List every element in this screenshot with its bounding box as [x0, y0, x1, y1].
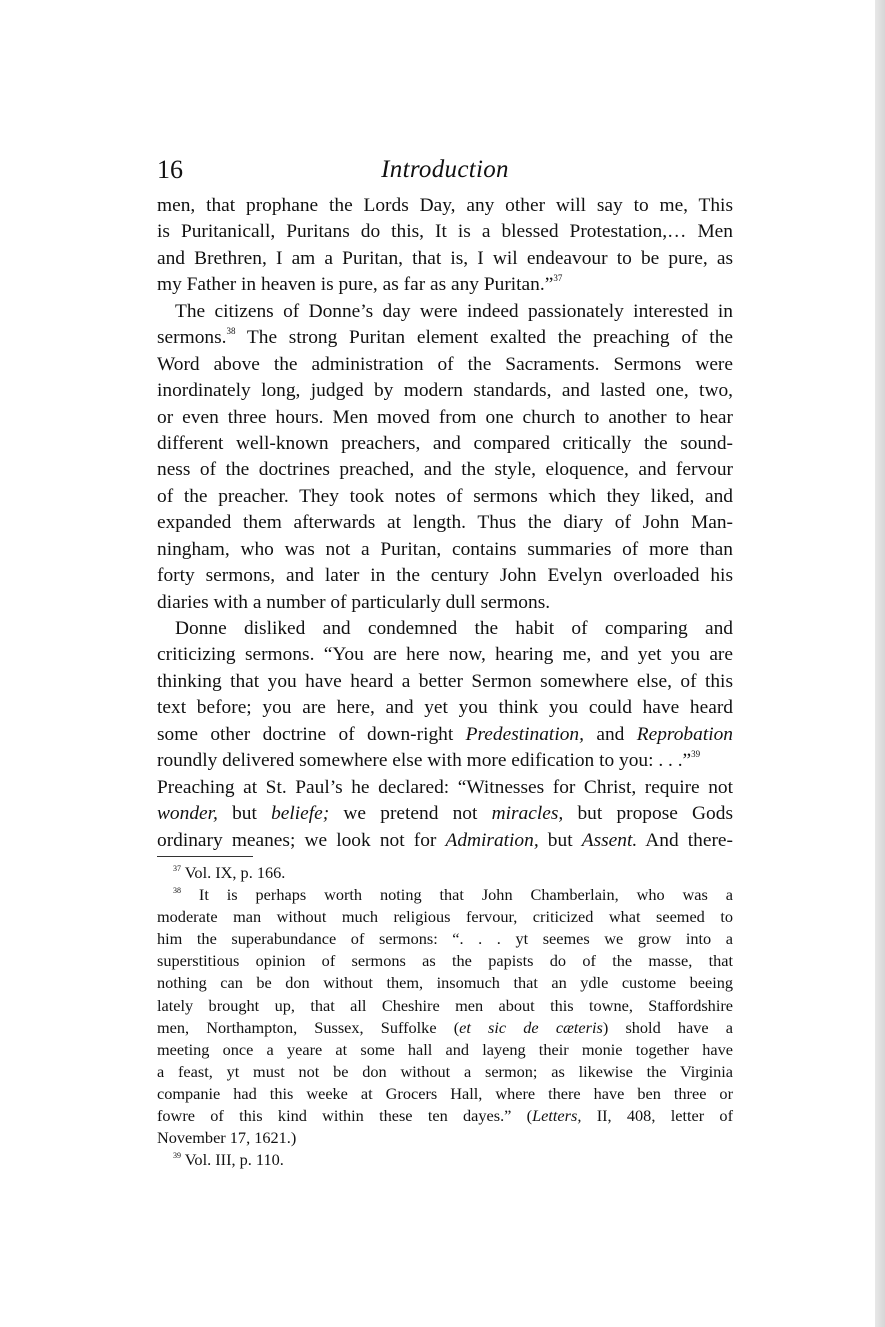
italic-text: Predestination,: [465, 723, 584, 745]
footnote-line: [157, 995, 733, 1017]
footnote-line: [157, 972, 733, 994]
text-run: men, Northampton, Sussex, Suffolke (: [157, 1017, 460, 1037]
text-line: [157, 325, 733, 351]
text-line: [157, 352, 733, 378]
text-line: [157, 590, 733, 616]
footnote-line: [157, 884, 733, 906]
text-run: Word above the administration of the Sacraments. Sermons were: [157, 353, 733, 375]
text-line: [157, 431, 733, 457]
text-line: [157, 775, 733, 801]
footnote-line: [157, 1127, 733, 1149]
text-run: And there-: [637, 829, 733, 851]
footnote-line: [157, 950, 733, 972]
text-line: [157, 510, 733, 536]
text-run: It is perhaps worth noting that John Chamberlain, who was a: [181, 885, 733, 905]
text-run: The citizens of Donne’s day were indeed passionately interested in: [175, 300, 733, 322]
text-line: [157, 748, 733, 774]
text-run: The strong Puritan element exalted the preaching of the: [235, 327, 733, 349]
text-run: criticizing sermons. “You are here now, hearing me, and yet you are: [157, 644, 733, 666]
footnote-reference: 38: [226, 326, 236, 337]
text-line: [157, 616, 733, 642]
running-head: Introduction: [381, 156, 509, 183]
text-line: [157, 722, 733, 748]
text-line: [157, 695, 733, 721]
text-line: [157, 272, 733, 298]
text-run: companie had this weeke at Grocers Hall, where there have ben three or: [157, 1083, 733, 1103]
text-run: but propose Gods: [563, 803, 733, 825]
italic-text: miracles,: [491, 803, 564, 825]
text-run: or even three hours. Men moved from one church to another to hear: [157, 406, 733, 428]
text-run: nothing can be don without them, insomuch that an ydle custome beeing: [157, 973, 733, 993]
footnote-line: [157, 906, 733, 928]
text-run: Donne disliked and condemned the habit of comparing and: [175, 618, 733, 639]
text-run: a feast, yt must not be don without a sermon; as likewise the Virginia: [157, 1061, 733, 1081]
italic-text: Admiration,: [445, 829, 539, 851]
text-line: [157, 299, 733, 325]
footnote-reference: 37: [553, 273, 563, 284]
text-run: some other doctrine of down-right: [157, 723, 466, 745]
text-run: and: [583, 723, 637, 745]
page-edge-shadow: [875, 0, 885, 1327]
text-run: sermons.: [157, 327, 227, 349]
footnote-line: [157, 1083, 733, 1105]
text-run: text before; you are here, and yet you think you could have heard: [157, 697, 733, 719]
text-run: ness of the doctrines preached, and the style, eloquence, and fervour: [157, 459, 733, 481]
text-run: inordinately long, judged by modern standards, and lasted one, two,: [157, 380, 733, 402]
text-line: [157, 219, 733, 245]
text-line: [157, 193, 733, 219]
text-run: ) shold have a: [602, 1017, 734, 1037]
text-line: [157, 563, 733, 589]
text-run: we pretend not: [329, 803, 492, 825]
text-run: meeting once a yeare at some hall and layeng their monie together have: [157, 1039, 733, 1059]
text-line: [157, 828, 733, 854]
text-run: moderate man without much religious fervour, criticized what seemed to: [157, 907, 733, 927]
footnote-line: [157, 1017, 733, 1039]
text-run: roundly delivered somewhere else with more edification to you: . . .”: [157, 750, 692, 772]
text-run: forty sermons, and later in the century John Evelyn overloaded his: [157, 565, 733, 587]
text-run: lately brought up, that all Cheshire men about this towne, Staffordshire: [157, 995, 733, 1015]
text-run: him the superabundance of sermons: “. . . yt seemes we grow into a: [157, 929, 733, 949]
footnote-reference: 38: [173, 886, 181, 896]
page-header: [157, 153, 733, 187]
body-text: [157, 193, 733, 854]
text-run: Preaching at St. Paul’s he declared: “Witnesses for Christ, require not: [157, 776, 733, 798]
italic-text: beliefe;: [271, 803, 330, 825]
text-run: Vol. III, p. 110.: [181, 1150, 284, 1170]
text-run: and Brethren, I am a Puritan, that is, I wil endeavour to be pure, as: [157, 247, 733, 269]
footnote-line: [157, 862, 733, 884]
text-line: [157, 801, 733, 827]
text-run: II, 408, letter of: [581, 1106, 733, 1126]
text-run: different well-known preachers, and compared critically the sound-: [157, 432, 733, 454]
footnote-line: [157, 1149, 733, 1171]
text-line: [157, 537, 733, 563]
text-run: expanded them afterwards at length. Thus the diary of John Man-: [157, 512, 733, 534]
text-run: thinking that you have heard a better Sermon somewhere else, of this: [157, 670, 733, 692]
text-run: my Father in heaven is pure, as far as any Puritan.”: [157, 274, 554, 296]
footnote-line: [157, 1039, 733, 1061]
text-run: diaries with a number of particularly dull sermons.: [157, 591, 551, 613]
text-line: [157, 378, 733, 404]
text-run: of the preacher. They took notes of sermons which they liked, and: [157, 485, 733, 507]
text-run: November 17, 1621.): [157, 1128, 297, 1148]
italic-text: wonder,: [157, 803, 218, 825]
text-run: is Puritanicall, Puritans do this, It is a blessed Protestation,… Men: [157, 221, 733, 243]
text-line: [157, 669, 733, 695]
text-run: fowre of this kind within these ten dayes.” (: [157, 1106, 533, 1126]
italic-text: et sic de cæteris: [459, 1017, 603, 1037]
footnote-rule: [157, 856, 253, 857]
text-line: [157, 642, 733, 668]
italic-text: Letters,: [532, 1106, 582, 1126]
text-run: superstitious opinion of sermons as the papists do of the masse, that: [157, 951, 733, 971]
footnotes: [157, 862, 733, 1171]
text-run: but: [538, 829, 582, 851]
text-run: men, that prophane the Lords Day, any other will say to me, This: [157, 195, 733, 216]
text-line: [157, 457, 733, 483]
page-number: 16: [157, 155, 183, 184]
text-run: but: [217, 803, 272, 825]
footnote-line: [157, 928, 733, 950]
footnote-reference: 39: [173, 1151, 181, 1161]
text-run: ordinary meanes; we look not for: [157, 829, 446, 851]
italic-text: Assent.: [581, 829, 638, 851]
footnote-reference: 37: [173, 864, 181, 873]
text-line: [157, 246, 733, 272]
italic-text: Reprobation: [636, 723, 733, 745]
text-run: Vol. IX, p. 166.: [181, 863, 286, 882]
text-run: ningham, who was not a Puritan, contains summaries of more than: [157, 538, 733, 560]
footnote-line: [157, 1105, 733, 1127]
footnote-reference: 39: [691, 749, 701, 760]
footnote-line: [157, 1061, 733, 1083]
text-line: [157, 405, 733, 431]
text-line: [157, 484, 733, 510]
